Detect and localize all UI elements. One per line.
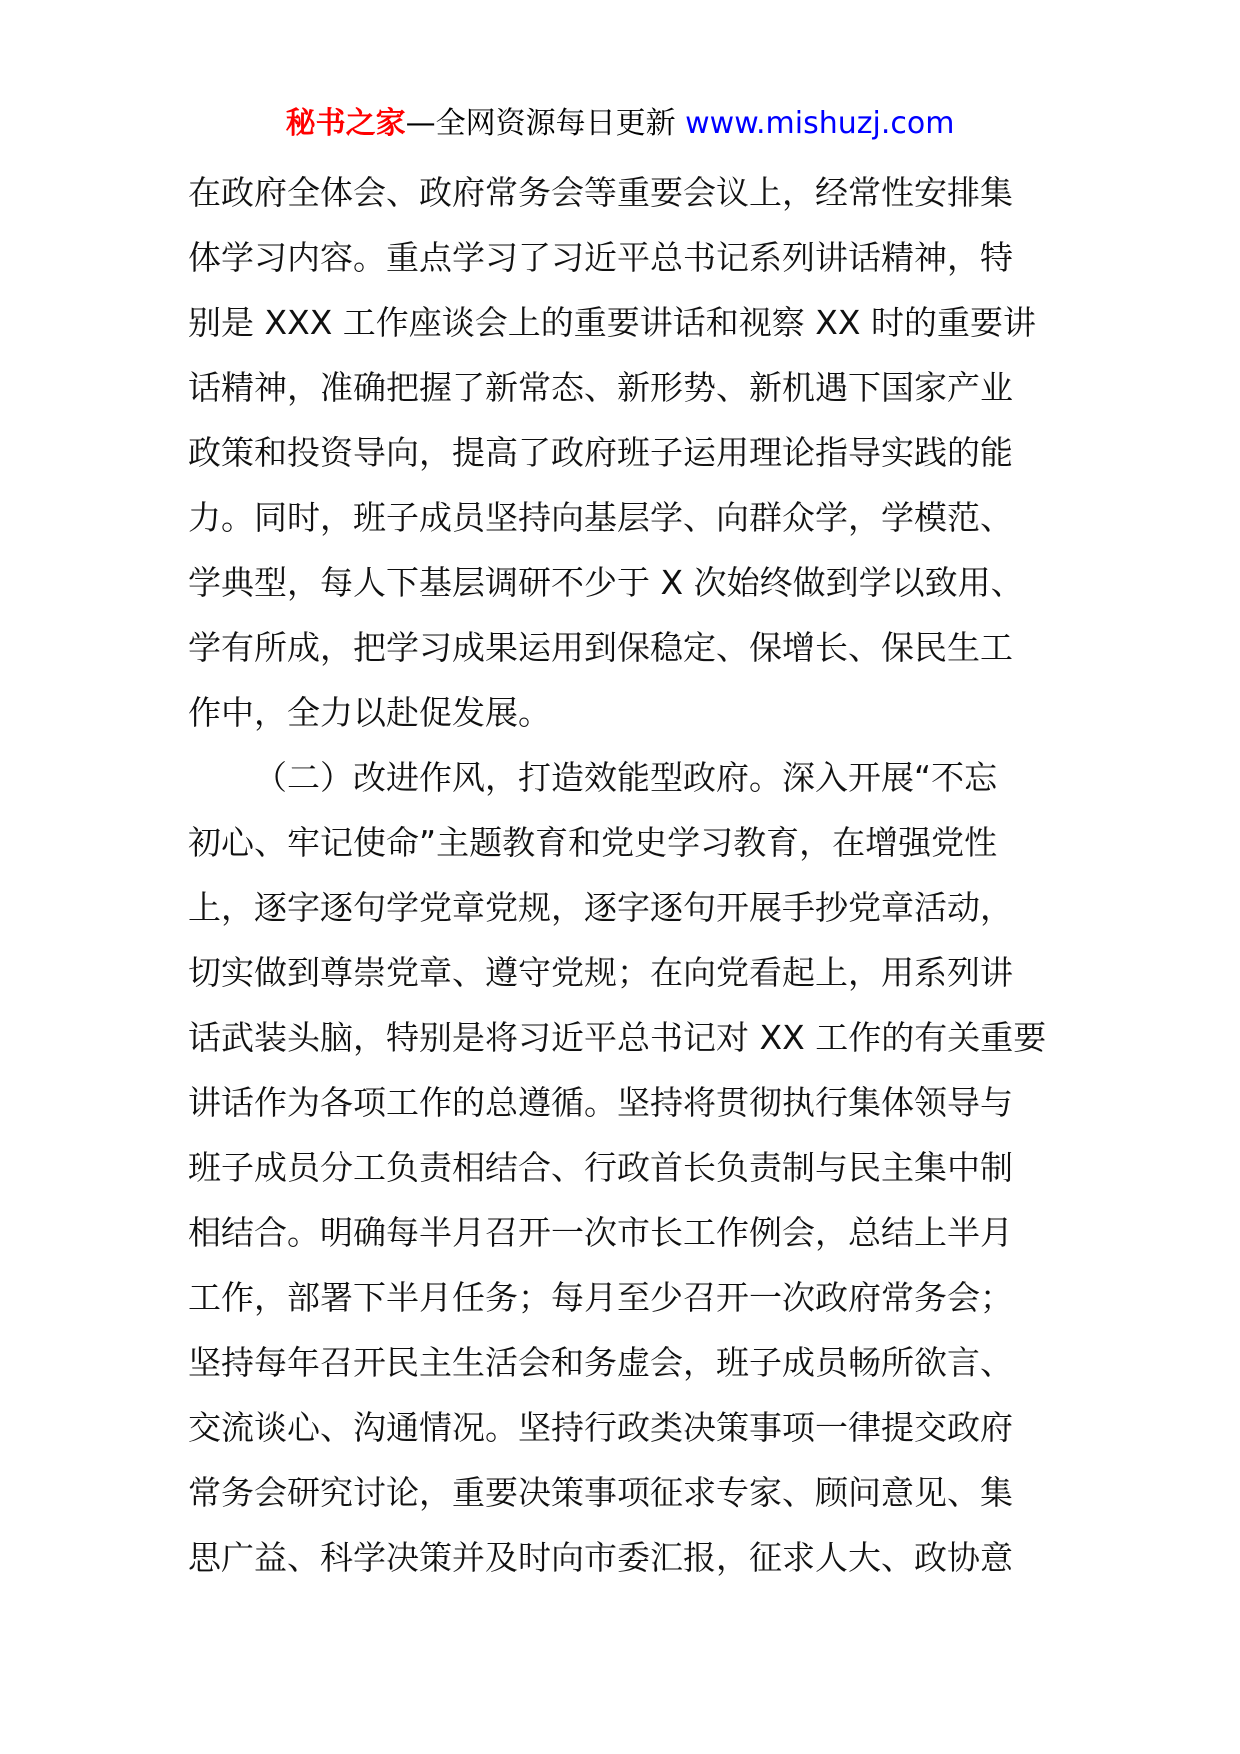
- document-body: [188, 160, 1058, 1590]
- text-line: 初心、牢记使命”主题教育和党史学习教育，在增强党性: [188, 823, 998, 862]
- text-line: 常务会研究讨论，重要决策事项征求专家、顾问意见、集: [188, 1473, 1013, 1512]
- text-line: 相结合。明确每半月召开一次市长工作例会，总结上半月: [188, 1213, 1013, 1252]
- website-link[interactable]: www.mishuzj.com: [685, 106, 955, 141]
- text-line: 学有所成，把学习成果运用到保稳定、保增长、保民生工: [188, 628, 1013, 667]
- text-line: 坚持每年召开民主生活会和务虚会，班子成员畅所欲言、: [188, 1343, 1013, 1382]
- text-line: 力。同时，班子成员坚持向基层学、向群众学，学模范、: [188, 498, 1013, 537]
- brand-name: 秘书之家: [285, 106, 406, 141]
- header-slogan: —全网资源每日更新: [405, 106, 686, 141]
- text-line: 班子成员分工负责相结合、行政首长负责制与民主集中制: [188, 1148, 1013, 1187]
- text-line: 学典型，每人下基层调研不少于 X 次始终做到学以致用、: [188, 563, 1024, 602]
- text-line: 别是 XXX 工作座谈会上的重要讲话和视察 XX 时的重要讲: [188, 303, 1036, 342]
- text-line: 切实做到尊崇党章、遵守党规；在向党看起上，用系列讲: [188, 953, 1013, 992]
- text-line: 话精神，准确把握了新常态、新形势、新机遇下国家产业: [188, 368, 1013, 407]
- text-line: 作中，全力以赴促发展。: [188, 693, 551, 732]
- page-header: [0, 100, 1240, 148]
- section-heading-line: （二）改进作风，打造效能型政府。深入开展“不忘: [254, 758, 998, 797]
- text-line: 工作，部署下半月任务；每月至少召开一次政府常务会；: [188, 1278, 1013, 1317]
- text-line: 政策和投资导向，提高了政府班子运用理论指导实践的能: [188, 433, 1013, 472]
- text-line: 讲话作为各项工作的总遵循。坚持将贯彻执行集体领导与: [188, 1083, 1013, 1122]
- text-line: 体学习内容。重点学习了习近平总书记系列讲话精神，特: [188, 238, 1013, 277]
- text-line: 话武装头脑，特别是将习近平总书记对 XX 工作的有关重要: [188, 1018, 1047, 1057]
- text-line: 在政府全体会、政府常务会等重要会议上，经常性安排集: [188, 173, 1013, 212]
- text-line: 交流谈心、沟通情况。坚持行政类决策事项一律提交政府: [188, 1408, 1013, 1447]
- text-line: 思广益、科学决策并及时向市委汇报，征求人大、政协意: [188, 1538, 1013, 1577]
- text-line: 上，逐字逐句学党章党规，逐字逐句开展手抄党章活动，: [188, 888, 1013, 927]
